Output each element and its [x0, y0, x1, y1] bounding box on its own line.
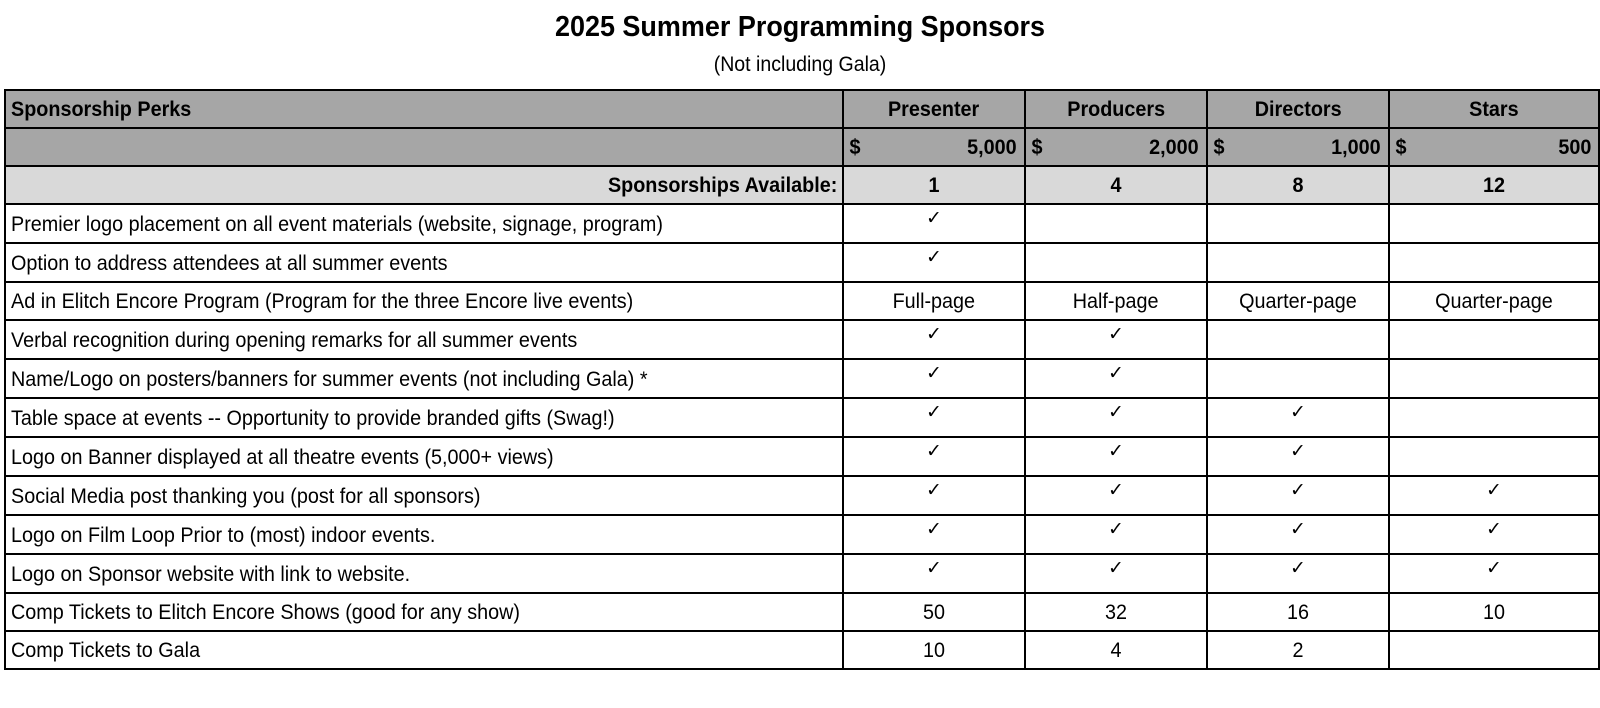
- check-icon: ✓: [1108, 401, 1124, 423]
- price-currency: $: [1213, 135, 1225, 159]
- perk-cell: [1207, 515, 1389, 554]
- table-row: [5, 282, 1599, 320]
- perk-cell: [1207, 398, 1389, 437]
- price-amount: 500: [1558, 135, 1592, 159]
- perk-cell: [1207, 282, 1389, 320]
- cell-value: Full-page: [892, 289, 976, 313]
- check-icon: ✓: [926, 518, 942, 540]
- cell-value: 50: [922, 600, 945, 624]
- check-icon: ✓: [1108, 518, 1124, 540]
- cell-value: 10: [922, 638, 945, 662]
- check-icon: ✓: [926, 246, 942, 268]
- perk-cell: [1389, 631, 1599, 669]
- cell-value: Half-page: [1073, 289, 1159, 313]
- check-icon: ✓: [1290, 401, 1306, 423]
- perk-label: Logo on Film Loop Prior to (most) indoor events.: [5, 515, 843, 554]
- available-presenter: 1: [843, 166, 1025, 204]
- perk-cell: [1207, 243, 1389, 282]
- tier-header-producers: Producers: [1025, 90, 1207, 128]
- table-row: [5, 554, 1599, 593]
- check-icon: ✓: [926, 362, 942, 384]
- check-icon: ✓: [1290, 479, 1306, 501]
- check-icon: ✓: [1486, 557, 1502, 579]
- price-directors: [1207, 128, 1389, 166]
- table-row: [5, 437, 1599, 476]
- table-row: [5, 476, 1599, 515]
- check-icon: ✓: [926, 557, 942, 579]
- check-icon: ✓: [1486, 518, 1502, 540]
- perk-cell: [843, 515, 1025, 554]
- perk-cell: [1207, 631, 1389, 669]
- perk-label: Comp Tickets to Gala: [5, 631, 843, 669]
- perk-cell: [843, 554, 1025, 593]
- check-icon: ✓: [1108, 440, 1124, 462]
- availability-row: [5, 166, 1599, 204]
- perk-label: Ad in Elitch Encore Program (Program for the three Encore live events): [5, 282, 843, 320]
- perk-cell: [843, 476, 1025, 515]
- perk-cell: [843, 631, 1025, 669]
- perk-cell: [1025, 204, 1207, 243]
- cell-value: 16: [1286, 600, 1309, 624]
- perk-cell: [1389, 398, 1599, 437]
- perk-cell: [1389, 515, 1599, 554]
- perk-cell: [843, 243, 1025, 282]
- perk-label: Social Media post thanking you (post for all sponsors): [5, 476, 843, 515]
- perk-cell: [1389, 282, 1599, 320]
- perk-cell: [843, 282, 1025, 320]
- table-row: [5, 204, 1599, 243]
- perk-cell: [1389, 204, 1599, 243]
- perk-cell: [1207, 359, 1389, 398]
- perk-cell: [1207, 476, 1389, 515]
- cell-value: Quarter-page: [1435, 289, 1553, 313]
- price-amount: 1,000: [1331, 135, 1381, 159]
- perk-cell: [1389, 593, 1599, 631]
- price-presenter: [843, 128, 1025, 166]
- check-icon: ✓: [926, 440, 942, 462]
- price-producers: [1025, 128, 1207, 166]
- available-stars: 12: [1389, 166, 1599, 204]
- perk-cell: [1207, 554, 1389, 593]
- perk-cell: [843, 320, 1025, 359]
- check-icon: ✓: [1108, 557, 1124, 579]
- price-amount: 2,000: [1149, 135, 1199, 159]
- table-row: [5, 320, 1599, 359]
- check-icon: ✓: [926, 479, 942, 501]
- cell-value: 2: [1292, 638, 1304, 662]
- perk-cell: [1207, 204, 1389, 243]
- perk-cell: [1389, 554, 1599, 593]
- perk-label: Verbal recognition during opening remarks for all summer events: [5, 320, 843, 359]
- perk-cell: [843, 398, 1025, 437]
- price-row: [5, 128, 1599, 166]
- header-row: [5, 90, 1599, 128]
- perk-cell: [843, 204, 1025, 243]
- perk-label: Table space at events -- Opportunity to provide branded gifts (Swag!): [5, 398, 843, 437]
- perk-cell: [843, 593, 1025, 631]
- price-currency: $: [849, 135, 861, 159]
- price-amount: 5,000: [967, 135, 1017, 159]
- perk-cell: [843, 359, 1025, 398]
- check-icon: ✓: [1108, 479, 1124, 501]
- perk-label: Option to address attendees at all summer events: [5, 243, 843, 282]
- available-directors: 8: [1207, 166, 1389, 204]
- perk-label: Name/Logo on posters/banners for summer events (not including Gala) *: [5, 359, 843, 398]
- check-icon: ✓: [1290, 518, 1306, 540]
- price-currency: $: [1031, 135, 1043, 159]
- perk-cell: [1389, 243, 1599, 282]
- cell-value: 10: [1482, 600, 1505, 624]
- perk-cell: [1025, 359, 1207, 398]
- perk-cell: [1207, 593, 1389, 631]
- check-icon: ✓: [1108, 362, 1124, 384]
- perk-cell: [1025, 398, 1207, 437]
- cell-value: 4: [1110, 638, 1122, 662]
- check-icon: ✓: [926, 401, 942, 423]
- perk-label: Comp Tickets to Elitch Encore Shows (good for any show): [5, 593, 843, 631]
- cell-value: Quarter-page: [1239, 289, 1357, 313]
- tier-header-directors: Directors: [1207, 90, 1389, 128]
- table-row: [5, 243, 1599, 282]
- price-currency: $: [1395, 135, 1407, 159]
- perk-cell: [1025, 282, 1207, 320]
- check-icon: ✓: [1486, 479, 1502, 501]
- perk-label: Logo on Sponsor website with link to website.: [5, 554, 843, 593]
- tier-header-stars: Stars: [1389, 90, 1599, 128]
- check-icon: ✓: [1290, 557, 1306, 579]
- check-icon: ✓: [926, 323, 942, 345]
- page-title: 2025 Summer Programming Sponsors: [554, 11, 1046, 43]
- perks-header: Sponsorship Perks: [5, 90, 843, 128]
- perk-cell: [1389, 476, 1599, 515]
- table-row: [5, 359, 1599, 398]
- cell-value: 32: [1104, 600, 1127, 624]
- tier-header-presenter: Presenter: [843, 90, 1025, 128]
- perk-cell: [1025, 476, 1207, 515]
- table-row: [5, 631, 1599, 669]
- perk-cell: [1025, 437, 1207, 476]
- perk-cell: [1025, 243, 1207, 282]
- perk-label: Premier logo placement on all event materials (website, signage, program): [5, 204, 843, 243]
- table-row: [5, 398, 1599, 437]
- check-icon: ✓: [926, 207, 942, 229]
- perk-cell: [1207, 437, 1389, 476]
- availability-label: Sponsorships Available:: [5, 166, 843, 204]
- page-subtitle: (Not including Gala): [713, 53, 887, 76]
- perk-label: Logo on Banner displayed at all theatre events (5,000+ views): [5, 437, 843, 476]
- perk-cell: [1025, 554, 1207, 593]
- perk-cell: [843, 437, 1025, 476]
- perk-cell: [1389, 320, 1599, 359]
- perk-cell: [1389, 359, 1599, 398]
- perk-cell: [1389, 437, 1599, 476]
- perk-cell: [1025, 320, 1207, 359]
- available-producers: 4: [1025, 166, 1207, 204]
- table-row: [5, 593, 1599, 631]
- perk-cell: [1025, 593, 1207, 631]
- check-icon: ✓: [1290, 440, 1306, 462]
- table-row: [5, 515, 1599, 554]
- sponsorship-table: [4, 89, 1600, 670]
- perk-cell: [1025, 515, 1207, 554]
- perk-cell: [1025, 631, 1207, 669]
- price-stars: [1389, 128, 1599, 166]
- price-row-blank: [5, 128, 843, 166]
- perk-cell: [1207, 320, 1389, 359]
- check-icon: ✓: [1108, 323, 1124, 345]
